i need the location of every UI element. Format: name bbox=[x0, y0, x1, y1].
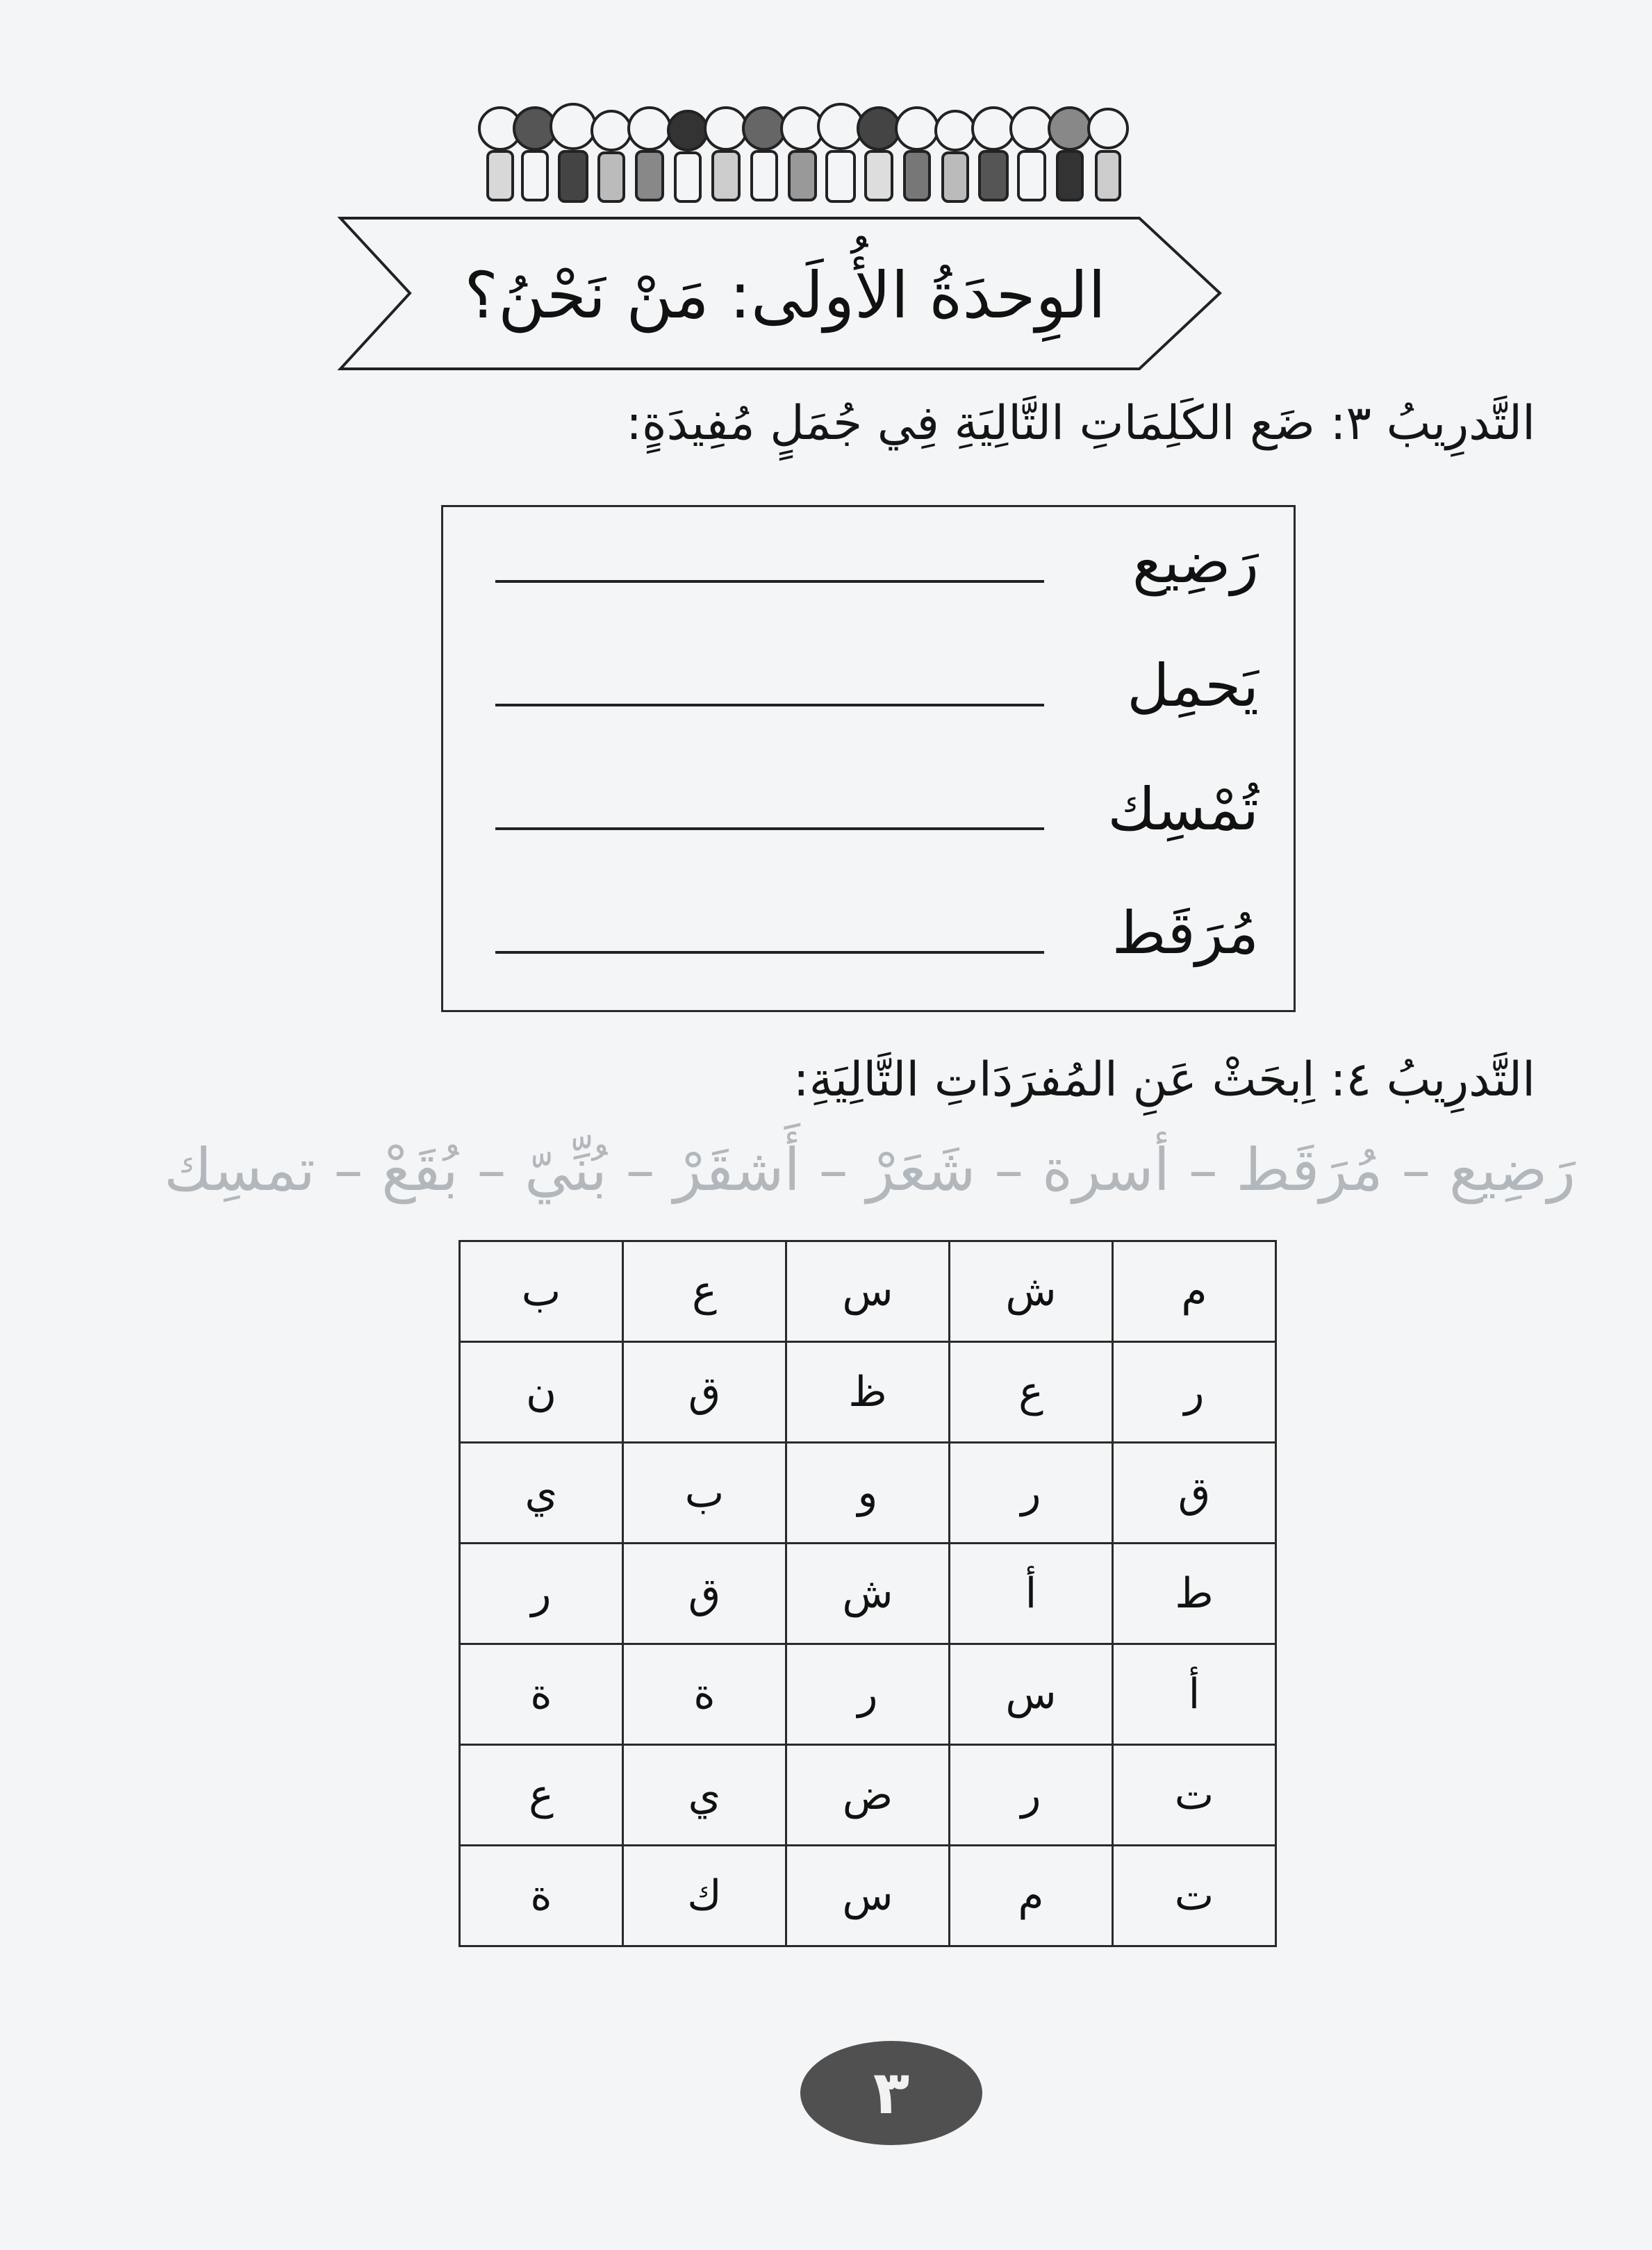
unit-title: الوِحدَةُ الأُولَى: مَنْ نَحْنُ؟ bbox=[464, 258, 1106, 333]
grid-cell[interactable]: ر bbox=[950, 1443, 1113, 1544]
grid-cell[interactable]: ة bbox=[623, 1644, 786, 1745]
grid-cell[interactable]: س bbox=[786, 1241, 950, 1342]
grid-cell[interactable]: ظ bbox=[786, 1342, 950, 1443]
letter-grid bbox=[459, 1240, 1277, 1947]
grid-cell[interactable]: ع bbox=[623, 1241, 786, 1342]
answer-line[interactable] bbox=[495, 951, 1044, 954]
grid-cell[interactable]: ر bbox=[950, 1745, 1113, 1846]
exercise3-word: رَضِيع bbox=[1132, 528, 1259, 596]
grid-cell[interactable]: ت bbox=[1113, 1745, 1276, 1846]
grid-cell[interactable]: ض bbox=[786, 1745, 950, 1846]
grid-cell[interactable]: ش bbox=[950, 1241, 1113, 1342]
exercise3-row bbox=[443, 878, 1294, 1003]
grid-cell[interactable]: م bbox=[950, 1846, 1113, 1946]
grid-cell[interactable]: ر bbox=[460, 1544, 623, 1644]
exercise3-title: التَّدرِيبُ ٣: ضَع الكَلِمَاتِ التَّالِيَةِ فِي جُمَلٍ مُفِيدَةٍ: bbox=[626, 396, 1535, 451]
grid-cell[interactable]: ك bbox=[623, 1846, 786, 1946]
page-number: ٣ bbox=[800, 2041, 982, 2145]
grid-row bbox=[460, 1644, 1276, 1745]
grid-row bbox=[460, 1443, 1276, 1544]
exercise3-word: مُرَقَط bbox=[1112, 899, 1259, 967]
grid-cell[interactable]: أ bbox=[950, 1544, 1113, 1644]
grid-row bbox=[460, 1544, 1276, 1644]
exercise3-row bbox=[443, 631, 1294, 756]
grid-cell[interactable]: س bbox=[786, 1846, 950, 1946]
children-illustration bbox=[472, 90, 1139, 222]
grid-cell[interactable]: ي bbox=[623, 1745, 786, 1846]
grid-row bbox=[460, 1846, 1276, 1946]
exercise3-row bbox=[443, 754, 1294, 879]
grid-cell[interactable]: ق bbox=[623, 1342, 786, 1443]
grid-row bbox=[460, 1241, 1276, 1342]
vocabulary-list: رَضِيع – مُرَقَط – أسرة – شَعَرْ – أَشقَرْ – بُنِّيّ – بُقَعْ – تمسِك bbox=[164, 1136, 1576, 1204]
grid-cell[interactable]: ي bbox=[460, 1443, 623, 1544]
exercise3-word: تُمْسِك bbox=[1107, 775, 1259, 843]
answer-line[interactable] bbox=[495, 704, 1044, 706]
exercise3-row bbox=[443, 507, 1294, 632]
grid-cell[interactable]: ة bbox=[460, 1644, 623, 1745]
grid-cell[interactable]: ب bbox=[460, 1241, 623, 1342]
grid-cell[interactable]: ق bbox=[623, 1544, 786, 1644]
grid-cell[interactable]: ر bbox=[786, 1644, 950, 1745]
grid-cell[interactable]: ت bbox=[1113, 1846, 1276, 1946]
grid-cell[interactable]: ط bbox=[1113, 1544, 1276, 1644]
grid-row bbox=[460, 1745, 1276, 1846]
grid-cell[interactable]: س bbox=[950, 1644, 1113, 1745]
grid-cell[interactable]: ق bbox=[1113, 1443, 1276, 1544]
grid-cell[interactable]: ن bbox=[460, 1342, 623, 1443]
grid-cell[interactable]: ب bbox=[623, 1443, 786, 1544]
grid-cell[interactable]: ر bbox=[1113, 1342, 1276, 1443]
grid-cell[interactable]: م bbox=[1113, 1241, 1276, 1342]
answer-line[interactable] bbox=[495, 580, 1044, 583]
grid-cell[interactable]: و bbox=[786, 1443, 950, 1544]
exercise3-box bbox=[441, 505, 1296, 1012]
grid-row bbox=[460, 1342, 1276, 1443]
answer-line[interactable] bbox=[495, 827, 1044, 830]
grid-cell[interactable]: أ bbox=[1113, 1644, 1276, 1745]
grid-cell[interactable]: ش bbox=[786, 1544, 950, 1644]
grid-cell[interactable]: ة bbox=[460, 1846, 623, 1946]
grid-cell[interactable]: ع bbox=[950, 1342, 1113, 1443]
exercise3-word: يَحمِل bbox=[1127, 652, 1259, 720]
exercise4-title: التَّدرِيبُ ٤: اِبحَثْ عَنِ المُفرَدَاتِ التَّالِيَةِ: bbox=[793, 1052, 1535, 1107]
grid-cell[interactable]: ع bbox=[460, 1745, 623, 1846]
